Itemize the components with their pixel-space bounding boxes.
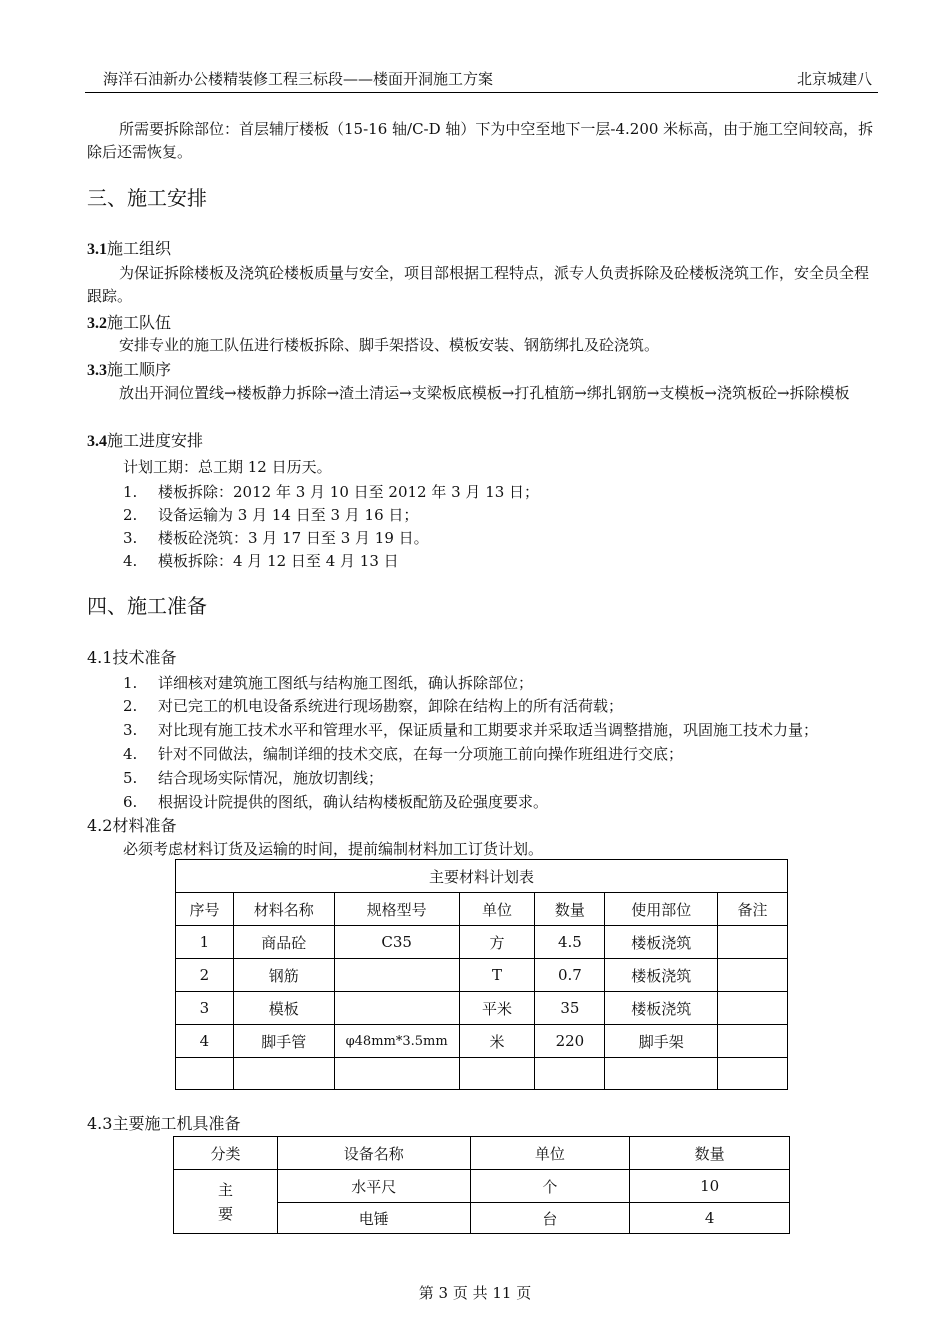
heading-4-2: 4.2材料准备 [87,816,177,835]
table-cell [459,1058,535,1090]
table-row [174,1170,790,1203]
paragraph-3-1: 为保证拆除楼板及浇筑砼楼板质量与安全，项目部根据工程特点，派专人负责拆除及砼楼板浇筑工作，安全员全程跟踪。 [87,264,870,305]
table-cell: 4.5 [535,926,605,959]
table-cell: C35 [334,926,459,959]
table-cell: 个 [470,1170,630,1203]
table-cell: 10 [630,1170,790,1203]
column-header: 材料名称 [233,893,334,926]
table-cell: 4 [176,1025,234,1058]
table-cell [718,1025,788,1058]
table-cell: 脚手管 [233,1025,334,1058]
table-cell: 3 [176,992,234,1025]
table-cell: 平米 [459,992,535,1025]
table-cell [176,1058,234,1090]
column-header: 单位 [470,1137,630,1170]
section-3-heading: 三、施工安排 [87,186,207,210]
table-cell: 钢筋 [233,959,334,992]
table-header-row [176,893,788,926]
table-row [176,1025,788,1058]
table-row [176,1058,788,1090]
table-cell [334,992,459,1025]
column-header: 备注 [718,893,788,926]
heading-4-3: 4.3主要施工机具准备 [87,1114,241,1133]
table-cell [718,1058,788,1090]
table-cell [334,1058,459,1090]
column-header: 数量 [630,1137,790,1170]
table-cell: 1 [176,926,234,959]
table-caption: 主要材料计划表 [176,860,788,893]
paragraph-3-3: 放出开洞位置线→楼板静力拆除→渣土清运→支梁板底模板→打孔植筋→绑扎钢筋→支模板→浇筑板砼→拆除模板 [119,384,850,402]
table-cell [535,1058,605,1090]
paragraph-4-2: 必须考虑材料订货及运输的时间，提前编制材料加工订货计划。 [123,840,544,858]
paragraph-3-2: 安排专业的施工队伍进行楼板拆除、脚手架搭设、模板安装、钢筋绑扎及砼浇筑。 [119,336,660,354]
table-cell: 台 [470,1203,630,1234]
table-cell: 楼板浇筑 [605,959,718,992]
table-cell: 脚手架 [605,1025,718,1058]
heading-4-1: 4.1技术准备 [87,648,177,667]
table-row [176,959,788,992]
intro-paragraph: 所需要拆除部位：首层辅厅楼板（15-16 轴/C-D 轴）下为中空至地下一层-4.200 米标高，由于施工空间较高，拆除后还需恢复。 [87,120,874,161]
materials-table [175,859,788,1090]
table-cell: 4 [630,1203,790,1234]
list-item: 3. 楼板砼浇筑：3 月 17 日至 3 月 19 日。 [123,529,429,547]
column-header: 使用部位 [605,893,718,926]
table-header-row [174,1137,790,1170]
list-item: 6. 根据设计院提供的图纸，确认结构楼板配筋及砼强度要求。 [123,793,549,811]
section-4-heading: 四、施工准备 [87,594,207,618]
column-header: 序号 [176,893,234,926]
table-cell: 米 [459,1025,535,1058]
table-cell: 水平尺 [277,1170,470,1203]
heading-3-3: 3.3施工顺序 [87,360,172,379]
list-item: 1. 楼板拆除：2012 年 3 月 10 日至 2012 年 3 月 13 日； [123,483,540,501]
table-row [176,992,788,1025]
column-header: 规格型号 [334,893,459,926]
table-cell: 2 [176,959,234,992]
table-cell [334,959,459,992]
column-header: 数量 [535,893,605,926]
page-header [85,66,878,93]
list-item: 4. 针对不同做法，编制详细的技术交底，在每一分项施工前向操作班组进行交底； [123,745,684,763]
list-item: 2. 对已完工的机电设备系统进行现场勘察，卸除在结构上的所有活荷载； [123,697,624,715]
table-cell: 35 [535,992,605,1025]
heading-3-2: 3.2施工队伍 [87,313,172,332]
category-cell: 主要 [174,1170,278,1234]
schedule-plan: 计划工期：总工期 12 日历天。 [123,458,332,476]
table-cell [718,992,788,1025]
table-cell [718,926,788,959]
list-item: 1. 详细核对建筑施工图纸与结构施工图纸，确认拆除部位； [123,674,534,692]
table-cell: 楼板浇筑 [605,926,718,959]
list-item: 2. 设备运输为 3 月 14 日至 3 月 16 日； [123,506,419,524]
table-cell [718,959,788,992]
table-row [176,926,788,959]
table-cell: 模板 [233,992,334,1025]
list-item: 4. 模板拆除：4 月 12 日至 4 月 13 日 [123,552,399,570]
table-cell: 220 [535,1025,605,1058]
table-cell: 电锤 [277,1203,470,1234]
equipment-table [173,1136,790,1234]
list-item: 3. 对比现有施工技术水平和管理水平，保证质量和工期要求并采取适当调整措施，巩固施工技术力量； [123,721,819,739]
header-title: 海洋石油新办公楼精装修工程三标段——楼面开洞施工方案 [103,70,494,88]
table-cell: 方 [459,926,535,959]
table-cell: T [459,959,535,992]
table-cell: 商品砼 [233,926,334,959]
table-cell: 楼板浇筑 [605,992,718,1025]
column-header: 单位 [459,893,535,926]
table-cell [233,1058,334,1090]
heading-3-1: 3.1施工组织 [87,239,172,258]
list-item: 5. 结合现场实际情况，施放切割线； [123,769,384,787]
table-cell: φ48mm*3.5mm [334,1025,459,1058]
heading-3-4: 3.4施工进度安排 [87,431,204,450]
page-footer: 第 3 页 共 11 页 [418,1284,532,1302]
table-cell [605,1058,718,1090]
header-company: 北京城建八 [796,70,872,88]
column-header: 分类 [174,1137,278,1170]
column-header: 设备名称 [277,1137,470,1170]
table-cell: 0.7 [535,959,605,992]
